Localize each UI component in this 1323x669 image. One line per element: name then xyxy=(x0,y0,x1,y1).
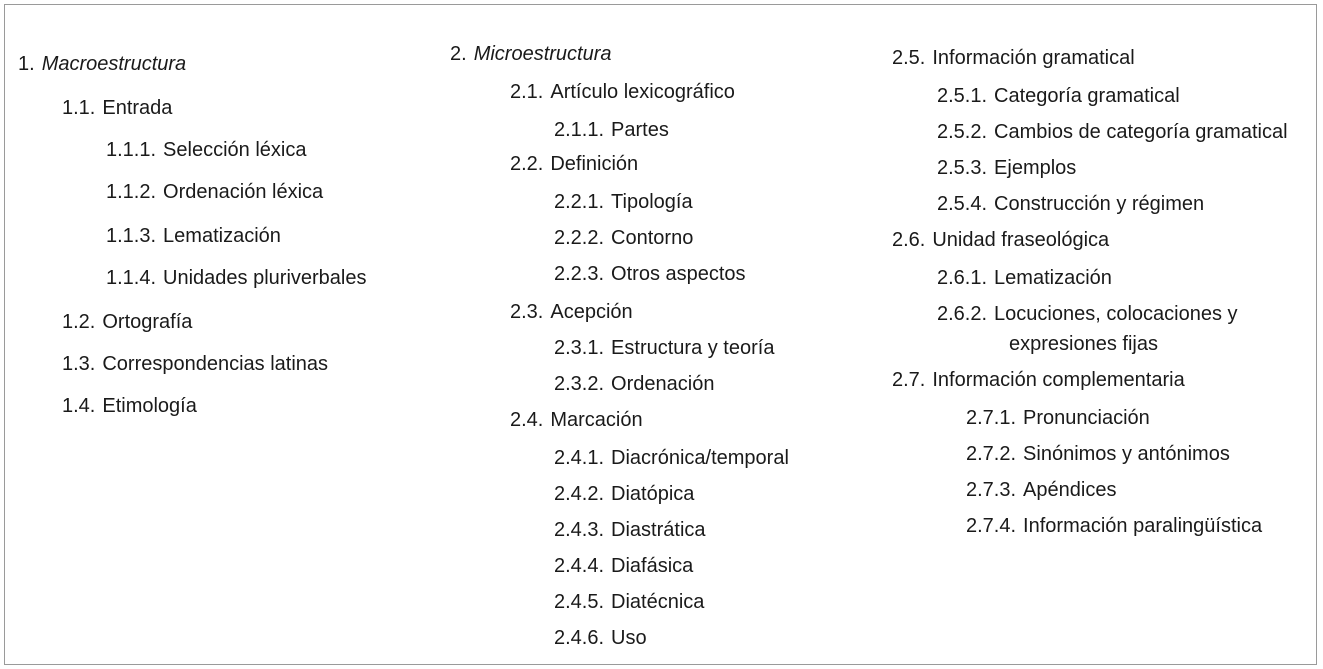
outline-item-2-7-4 xyxy=(966,514,1262,538)
item-number: 2.5.2. xyxy=(937,121,988,143)
item-text: Ortografía xyxy=(102,311,193,333)
item-number: 2.4. xyxy=(510,409,544,431)
outline-item-2-1 xyxy=(510,80,735,104)
item-number: 2.4.4. xyxy=(554,555,605,577)
item-text: Diacrónica/temporal xyxy=(611,447,789,469)
outline-item-2-4-5 xyxy=(554,590,704,614)
item-number: 2.3.1. xyxy=(554,337,605,359)
outline-item-2-3-1 xyxy=(554,336,774,360)
item-number: 1.3. xyxy=(62,353,96,375)
outline-frame xyxy=(4,4,1317,665)
item-number: 2.3. xyxy=(510,301,544,323)
item-number: 1.1.4. xyxy=(106,267,157,289)
item-text: Cambios de categoría gramatical xyxy=(994,121,1288,143)
outline-item-2-2-2 xyxy=(554,226,693,250)
item-text: Unidades pluriverbales xyxy=(163,267,367,289)
item-text: Microestructura xyxy=(473,43,612,65)
item-text: Selección léxica xyxy=(163,139,307,161)
outline-item-2-5 xyxy=(892,46,1135,70)
item-text: Locuciones, colocaciones y xyxy=(994,303,1238,325)
item-text: Acepción xyxy=(550,301,633,323)
item-text: Entrada xyxy=(102,97,173,119)
item-number: 2.4.3. xyxy=(554,519,605,541)
outline-item-2-4-6 xyxy=(554,626,647,650)
item-text: Correspondencias latinas xyxy=(102,353,329,375)
outline-item-2 xyxy=(450,42,612,66)
outline-item-2-5-3 xyxy=(937,156,1076,180)
item-number: 2.1. xyxy=(510,81,544,103)
item-number: 2. xyxy=(450,43,467,65)
item-number: 1.1.1. xyxy=(106,139,157,161)
item-text: Pronunciación xyxy=(1023,407,1150,429)
item-text: Ordenación léxica xyxy=(163,181,324,203)
item-number: 1.1.2. xyxy=(106,181,157,203)
outline-item-2-7-1 xyxy=(966,406,1150,430)
outline-item-2-3-2 xyxy=(554,372,714,396)
item-text: Ordenación xyxy=(611,373,715,395)
item-text: Lematización xyxy=(994,267,1112,289)
item-text: Otros aspectos xyxy=(611,263,746,285)
outline-item-1 xyxy=(18,52,186,76)
item-text: Diastrática xyxy=(611,519,706,541)
outline-item-1-1-2 xyxy=(106,180,323,204)
outline-item-2-7-3 xyxy=(966,478,1116,502)
item-number: 2.6.1. xyxy=(937,267,988,289)
item-number: 2.1.1. xyxy=(554,119,605,141)
item-text: Contorno xyxy=(611,227,694,249)
item-text: Apéndices xyxy=(1023,479,1117,501)
item-number: 2.5. xyxy=(892,47,926,69)
outline-item-2-1-1 xyxy=(554,118,669,142)
outline-item-2-6-1 xyxy=(937,266,1112,290)
item-text: Categoría gramatical xyxy=(994,85,1180,107)
item-number: 1.1.3. xyxy=(106,225,157,247)
item-text: Partes xyxy=(611,119,669,141)
item-number: 2.5.3. xyxy=(937,157,988,179)
item-number: 2.5.4. xyxy=(937,193,988,215)
item-number: 1.2. xyxy=(62,311,96,333)
item-text: Diatécnica xyxy=(611,591,705,613)
item-text: Tipología xyxy=(611,191,693,213)
outline-item-2-4 xyxy=(510,408,643,432)
item-number: 2.2. xyxy=(510,153,544,175)
item-text: Artículo lexicográfico xyxy=(550,81,735,103)
item-text: Etimología xyxy=(102,395,197,417)
item-text: Unidad fraseológica xyxy=(932,229,1110,251)
outline-item-1-1-4 xyxy=(106,266,367,290)
item-text: Información paralingüística xyxy=(1023,515,1263,537)
outline-item-2-4-3 xyxy=(554,518,706,542)
outline-item-2-4-4 xyxy=(554,554,693,578)
item-text: Estructura y teoría xyxy=(611,337,775,359)
outline-item-2-7 xyxy=(892,368,1185,392)
item-number: 2.5.1. xyxy=(937,85,988,107)
outline-item-2-5-2 xyxy=(937,120,1288,144)
item-text: Ejemplos xyxy=(994,157,1077,179)
outline-item-1-3 xyxy=(62,352,328,376)
item-number: 2.2.3. xyxy=(554,263,605,285)
item-number: 2.7.4. xyxy=(966,515,1017,537)
item-number: 2.4.6. xyxy=(554,627,605,649)
item-number: 2.4.2. xyxy=(554,483,605,505)
item-number: 2.3.2. xyxy=(554,373,605,395)
item-text: Marcación xyxy=(550,409,643,431)
outline-item-1-4 xyxy=(62,394,197,418)
item-number: 2.7.2. xyxy=(966,443,1017,465)
item-text: Sinónimos y antónimos xyxy=(1023,443,1230,465)
outline-item-2-2-3 xyxy=(554,262,746,286)
outline-item-1-1 xyxy=(62,96,172,120)
item-text: Uso xyxy=(611,627,647,649)
item-number: 2.2.1. xyxy=(554,191,605,213)
item-number: 2.6.2. xyxy=(937,303,988,325)
item-number: 2.6. xyxy=(892,229,926,251)
item-number: 1. xyxy=(18,53,35,75)
item-text: Lematización xyxy=(163,225,281,247)
item-number: 2.7. xyxy=(892,369,926,391)
item-text: Diatópica xyxy=(611,483,695,505)
outline-item-2-2 xyxy=(510,152,638,176)
item-text: Macroestructura xyxy=(41,53,187,75)
outline-item-2-6-2-continuation: expresiones fijas xyxy=(1009,333,1158,355)
outline-item-2-7-2 xyxy=(966,442,1230,466)
item-number: 2.4.5. xyxy=(554,591,605,613)
outline-item-1-1-1 xyxy=(106,138,306,162)
outline-item-2-5-1 xyxy=(937,84,1180,108)
outline-item-2-5-4 xyxy=(937,192,1204,216)
item-text: Diafásica xyxy=(611,555,694,577)
item-number: 2.7.1. xyxy=(966,407,1017,429)
outline-item-2-2-1 xyxy=(554,190,693,214)
outline-item-2-3 xyxy=(510,300,633,324)
item-text: Definición xyxy=(550,153,639,175)
outline-item-2-4-1 xyxy=(554,446,789,470)
item-number: 1.1. xyxy=(62,97,96,119)
outline-item-2-6-2 xyxy=(937,302,1238,326)
outline-item-1-2 xyxy=(62,310,192,334)
item-number: 2.7.3. xyxy=(966,479,1017,501)
item-text: Información gramatical xyxy=(932,47,1135,69)
item-number: 1.4. xyxy=(62,395,96,417)
outline-item-1-1-3 xyxy=(106,224,281,248)
item-text: Construcción y régimen xyxy=(994,193,1205,215)
item-number: 2.4.1. xyxy=(554,447,605,469)
item-number: 2.2.2. xyxy=(554,227,605,249)
item-text: Información complementaria xyxy=(932,369,1185,391)
outline-item-2-4-2 xyxy=(554,482,694,506)
outline-item-2-6 xyxy=(892,228,1109,252)
